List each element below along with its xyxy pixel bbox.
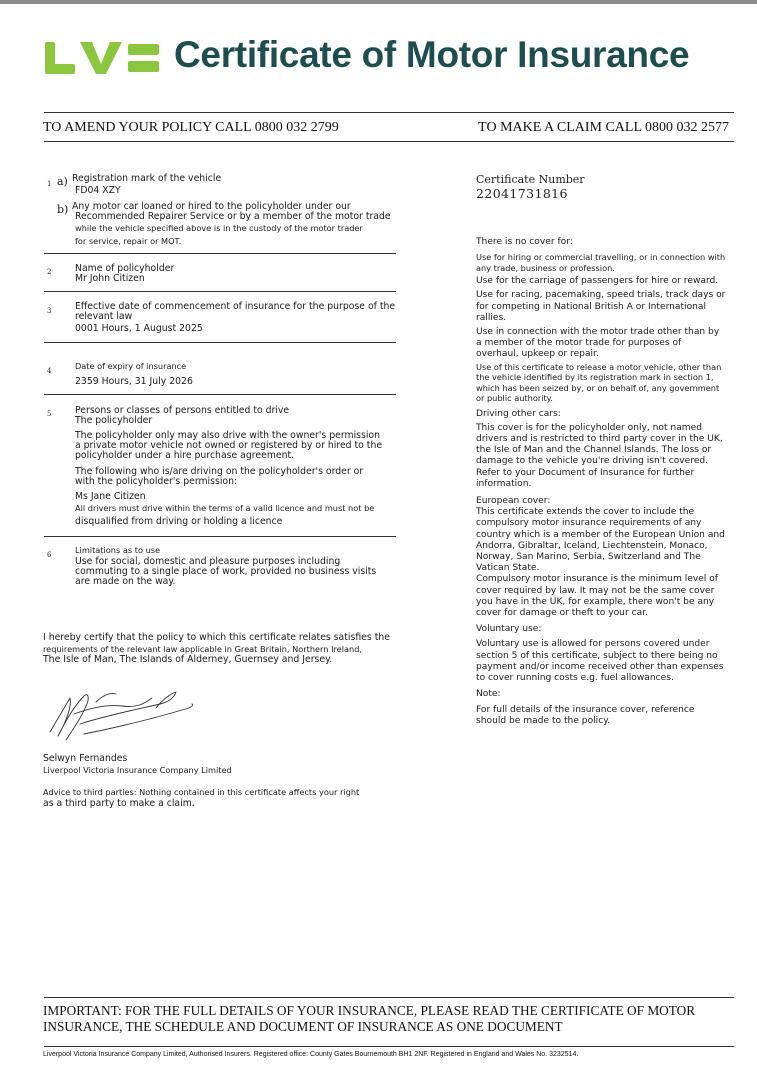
entitled-drivers-label: Persons or classes of persons entitled to drive: [75, 405, 290, 416]
section-divider: [44, 342, 396, 343]
exclusion-item: Use of this certificate to release a motor vehicle, other than the vehicle identified by its registration mark in section 1, which has been seized by, or on behalf of, any government or public authority.: [476, 361, 722, 404]
section-number: 5: [47, 410, 52, 418]
driving-other-cars-text: This cover is for the policyholder only, not named drivers and is restricted to third party cover in the UK, the Isle of Man and the Channel Islands. The loss or damage to the vehicle you're driving isn't covered. Refer to your Document of Insurance for further information.: [476, 422, 723, 489]
expiry-date-value: 2359 Hours, 31 July 2026: [75, 376, 193, 387]
registration-value: FD04 XZY: [75, 185, 121, 196]
european-cover-heading: European cover:: [476, 496, 551, 507]
loan-car-text: for service, repair or MOT.: [75, 236, 182, 246]
effective-date-label: relevant law: [75, 311, 133, 322]
voluntary-use-text: Voluntary use is allowed for persons covered under section 5 of this certificate, subject to there being no payment and/or income received other than expenses to cover running costs e.g. fuel allowances.: [476, 639, 724, 684]
section-number: 3: [47, 307, 52, 315]
section-divider: [44, 536, 396, 537]
item-letter-a: a): [57, 175, 68, 188]
named-driver: Ms Jane Citizen: [75, 491, 146, 502]
european-cover-text: This certificate extends the cover to include the compulsory motor insurance requirements of any country which is a member of the European Union and Andorra, Gibraltar, Iceland, Liechtenstein, Monaco, Norway, San Marino, Serbia, Switzerland and The Vatican State.: [476, 507, 725, 574]
loan-car-text: Recommended Repairer Service or by a member of the motor trade: [75, 211, 391, 222]
header-divider-top: [44, 112, 734, 113]
legal-footer: Liverpool Victoria Insurance Company Limited, Authorised Insurers. Registered office: County Gates Bournemouth BH1 2NF. Registered in England and Wales No. 3232514.: [43, 1051, 579, 1058]
note-heading: Note:: [476, 689, 501, 700]
exclusion-item: Use for racing, pacemaking, speed trials, track days or for competing in National British A or International rallies.: [476, 290, 726, 323]
header-divider-bottom: [44, 141, 734, 142]
limitations-label: Limitations as to use: [75, 545, 161, 555]
amend-policy-phone: TO AMEND YOUR POLICY CALL 0800 032 2799: [43, 120, 339, 135]
driving-other-cars-heading: Driving other cars:: [476, 408, 561, 419]
entitled-drivers-text: policyholder under a hire purchase agreement.: [75, 450, 295, 461]
third-party-advice: Advice to third parties: Nothing contained in this certificate affects your right: [43, 787, 360, 797]
third-party-advice: as a third party to make a claim.: [43, 798, 195, 809]
licence-condition: disqualified from driving or holding a licence: [75, 516, 283, 527]
exclusion-item: Use in connection with the motor trade other than by a member of the motor trade for purposes of overhaul, upkeep or repair.: [476, 327, 720, 360]
signatory-company: Liverpool Victoria Insurance Company Limited: [43, 765, 232, 775]
certification-text: The Isle of Man, The Islands of Alderney, Guernsey and Jersey.: [43, 654, 333, 665]
document-title: Certificate of Motor Insurance: [174, 34, 690, 75]
certification-text: requirements of the relevant law applicable in Great Britain, Northern Ireland,: [43, 644, 362, 654]
exclusion-item: Use for hiring or commercial travelling, or in connection with any trade, business or profession.: [476, 252, 726, 273]
section-number: 4: [47, 367, 52, 375]
signatory-name: Selwyn Fernandes: [43, 753, 128, 764]
section-number: 2: [47, 268, 52, 276]
limitations-text: commuting to a single place of work, provided no business visits: [75, 566, 377, 577]
registration-label: Registration mark of the vehicle: [72, 173, 222, 184]
exclusions-block: [476, 237, 726, 727]
note-text: For full details of the insurance cover, reference should be made to the policy.: [476, 704, 695, 726]
loan-car-text: while the vehicle specified above is in the custody of the motor trader: [75, 223, 363, 233]
entitled-drivers-text: The policyholder: [75, 415, 153, 426]
footer-divider: [44, 1046, 734, 1047]
no-cover-heading: There is no cover for:: [476, 237, 573, 247]
european-cover-text: Compulsory motor insurance is the minimum level of cover required by law. It may not be the same cover you have in the UK, for example, there won't be any cover for damage or theft to your car.: [476, 574, 718, 619]
limitations-text: are made on the way.: [75, 576, 176, 587]
signature: [44, 684, 204, 748]
expiry-date-label: Date of expiry of insurance: [75, 361, 187, 371]
item-letter-b: b): [57, 203, 69, 216]
important-divider: [44, 997, 734, 998]
policyholder-label: Name of policyholder: [75, 263, 175, 274]
certificate-number-label: Certificate Number: [476, 173, 585, 186]
entitled-drivers-text: The following who is/are driving on the policyholder's order or: [75, 466, 364, 477]
top-border: [0, 0, 757, 4]
entitled-drivers-text: The policyholder only may also drive with the owner's permission: [75, 430, 380, 441]
effective-date-label: Effective date of commencement of insurance for the purpose of the: [75, 301, 396, 312]
certificate-number: 22041731816: [476, 186, 568, 201]
lv-logo: [44, 40, 160, 76]
section-divider: [44, 394, 396, 395]
loan-car-text: Any motor car loaned or hired to the policyholder under our: [72, 201, 351, 212]
voluntary-use-heading: Voluntary use:: [476, 624, 542, 635]
section-number: 6: [47, 551, 52, 559]
effective-date-value: 0001 Hours, 1 August 2025: [75, 323, 203, 334]
exclusion-item: Use for the carriage of passengers for hire or reward.: [476, 276, 719, 287]
policyholder-name: Mr John Citizen: [75, 273, 145, 284]
section-number: 1: [47, 180, 52, 188]
important-notice: IMPORTANT: FOR THE FULL DETAILS OF YOUR INSURANCE, PLEASE READ THE CERTIFICATE OF MOTOR INSURANCE, THE SCHEDULE AND DOCUMENT OF INSURANCE AS ONE DOCUMENT: [43, 1003, 696, 1034]
claim-phone: TO MAKE A CLAIM CALL 0800 032 2577: [478, 120, 729, 135]
section-divider: [44, 253, 396, 254]
limitations-text: Use for social, domestic and pleasure purposes including: [75, 556, 341, 567]
licence-condition: All drivers must drive within the terms of a valid licence and must not be: [75, 503, 375, 513]
certification-text: I hereby certify that the policy to which this certificate relates satisfies the: [43, 632, 390, 643]
section-divider: [44, 291, 396, 292]
entitled-drivers-text: with the policyholder's permission:: [75, 476, 238, 487]
entitled-drivers-text: a private motor vehicle not owned or registered by or hired to the: [75, 440, 383, 451]
